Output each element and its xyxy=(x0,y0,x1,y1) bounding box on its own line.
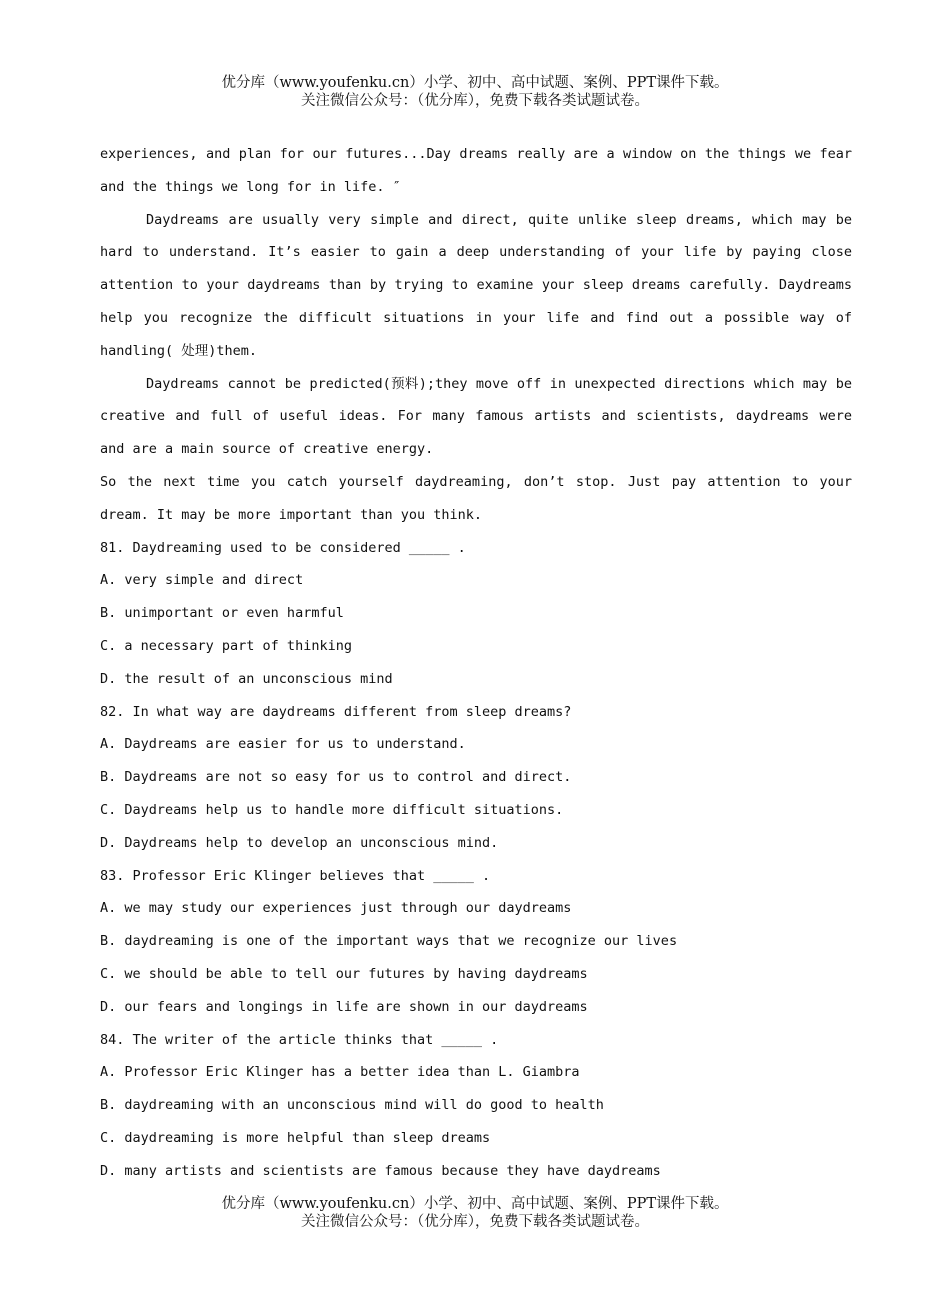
header-line-2: 关注微信公众号：（优分库），免费下载各类试题试卷。 xyxy=(301,93,649,109)
option-c: C. a necessary part of thinking xyxy=(100,637,352,654)
question-82 xyxy=(100,696,852,860)
passage-paragraph-1: Daydreams are usually very simple and direct, quite unlike sleep dreams, which may be hard to understand. It’s easier to gain a deep understanding of your life by paying close attention to your daydreams than by trying to examine your sleep dreams carefully. Daydreams help you recognize the difficult situations in your life and find out a possible way of handling( 处理)them. xyxy=(100,211,852,359)
option-c: C. we should be able to tell our futures by having daydreams xyxy=(100,965,588,982)
option-a: A. Daydreams are easier for us to understand. xyxy=(100,736,466,753)
document-body xyxy=(100,138,852,1188)
page-footer xyxy=(0,1195,950,1231)
footer-line-1: 优分库（www.youfenku.cn）小学、初中、高中试题、案例、PPT课件下载。 xyxy=(221,1196,729,1212)
option-a: A. we may study our experiences just through our daydreams xyxy=(100,900,572,917)
question-stem: 82. In what way are daydreams different from sleep dreams? xyxy=(100,703,572,720)
passage-paragraph-0: experiences, and plan for our futures...Day dreams really are a window on the things we fear and the things we long for in life. ″ xyxy=(100,146,852,195)
passage-paragraph-3: So the next time you catch yourself daydreaming, don’t stop. Just pay attention to your dream. It may be more important than you think. xyxy=(100,473,852,523)
question-83 xyxy=(100,860,852,1024)
question-stem: 81. Daydreaming used to be considered _____ . xyxy=(100,539,466,556)
option-c: C. Daydreams help us to handle more difficult situations. xyxy=(100,801,564,818)
option-b: B. unimportant or even harmful xyxy=(100,605,344,622)
option-b: B. Daydreams are not so easy for us to control and direct. xyxy=(100,769,572,786)
question-84 xyxy=(100,1024,852,1188)
header-line-1: 优分库（www.youfenku.cn）小学、初中、高中试题、案例、PPT课件下载。 xyxy=(221,75,729,91)
option-d: D. our fears and longings in life are shown in our daydreams xyxy=(100,998,588,1015)
passage-paragraph-2: Daydreams cannot be predicted(预料);they move off in unexpected directions which may be creative and full of useful ideas. For many famous artists and scientists, daydreams were and are a main source of creative energy. xyxy=(100,375,852,458)
question-stem: 83. Professor Eric Klinger believes that _____ . xyxy=(100,867,491,884)
option-a: A. very simple and direct xyxy=(100,572,304,589)
page-header xyxy=(0,74,950,110)
option-c: C. daydreaming is more helpful than sleep dreams xyxy=(100,1129,491,1146)
option-b: B. daydreaming is one of the important ways that we recognize our lives xyxy=(100,933,678,950)
footer-line-2: 关注微信公众号：（优分库），免费下载各类试题试卷。 xyxy=(301,1214,649,1230)
option-d: D. Daydreams help to develop an unconscious mind. xyxy=(100,834,499,851)
question-81 xyxy=(100,532,852,696)
question-stem: 84. The writer of the article thinks that _____ . xyxy=(100,1031,499,1048)
option-a: A. Professor Eric Klinger has a better idea than L. Giambra xyxy=(100,1064,580,1081)
option-b: B. daydreaming with an unconscious mind will do good to health xyxy=(100,1097,604,1114)
option-d: D. many artists and scientists are famous because they have daydreams xyxy=(100,1162,661,1179)
option-d: D. the result of an unconscious mind xyxy=(100,670,393,687)
